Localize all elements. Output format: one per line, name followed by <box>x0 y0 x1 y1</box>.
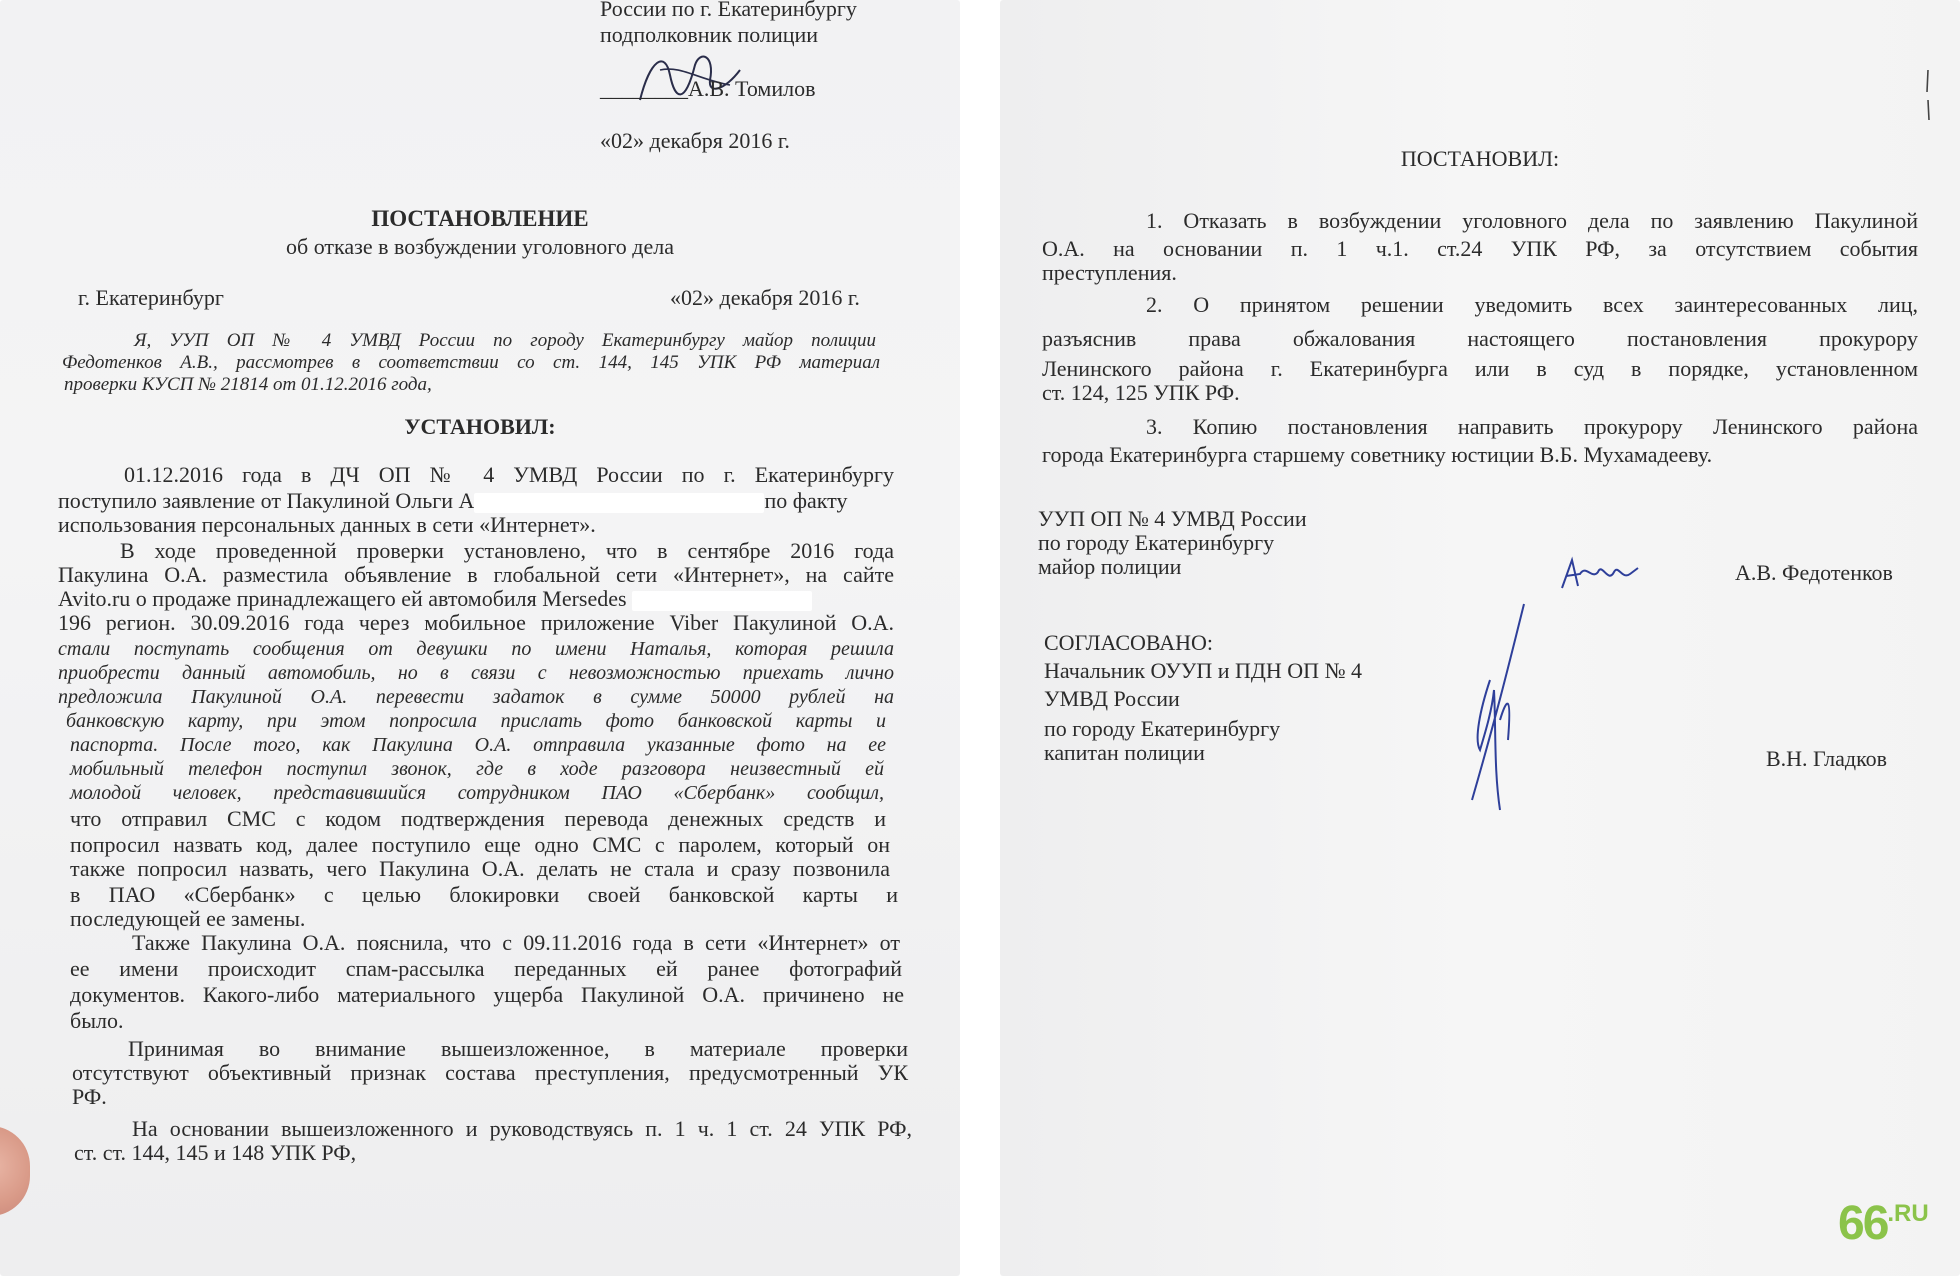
p5-line-1: На основании вышеизложенного и руководствуясь п. 1 ч. 1 ст. 24 УПК РФ, <box>132 1116 912 1141</box>
p2-line-16: последующей ее замены. <box>70 906 306 931</box>
agreed-line-4: капитан полиции <box>1044 740 1205 765</box>
p2-line-11: молодой человек, представившийся сотрудником ПАО «Сбербанк» сообщил, <box>70 782 884 804</box>
document-subtitle: об отказе в возбуждении уголовного дела <box>286 234 674 259</box>
agreed-line-2: УМВД России <box>1044 686 1180 711</box>
header-sign-name: ________А.В. Томилов <box>600 76 816 101</box>
watermark-suffix: .RU <box>1887 1200 1929 1227</box>
p2-line-6: приобрести данный автомобиль, но в связи с невозможностью приехать лично <box>58 662 894 684</box>
p2-line-1: В ходе проведенной проверки установлено, что в сентябре 2016 года <box>120 538 894 563</box>
site-watermark-logo <box>1838 1196 1929 1251</box>
p1-line-2-start: поступило заявление от Пакулиной Ольги А <box>58 488 475 513</box>
agreed-line-1: Начальник ОУУП и ПДН ОП № 4 <box>1044 658 1363 683</box>
p3-line-1: Также Пакулина О.А. пояснила, что с 09.11.2016 года в сети «Интернет» от <box>132 930 900 955</box>
signer-line-1: УУП ОП № 4 УМВД России <box>1038 506 1307 531</box>
p2-line-12: что отправил СМС с кодом подтверждения перевода денежных средств и <box>70 806 886 831</box>
signer-line-2: по городу Екатеринбургу <box>1038 530 1275 555</box>
redacted-block-2 <box>632 591 812 611</box>
fingertip <box>0 1126 30 1216</box>
p2-line-15: в ПАО «Сбербанк» с целью блокировки своей банковской карты и <box>70 882 898 907</box>
place-date: «02» декабря 2016 г. <box>670 285 860 310</box>
p2-line-3-text: Avito.ru о продаже принадлежащего ей автомобиля Mersedes <box>58 586 627 611</box>
p4-line-2: отсутствуют объективный признак состава преступления, предусмотренный УК <box>72 1060 908 1085</box>
intro-line-1: Я, УУП ОП № 4 УМВД России по городу Екатеринбургу майор полиции <box>134 330 876 351</box>
p2-line-10: мобильный телефон поступил звонок, где в ходе разговора неизвестный ей <box>70 758 884 780</box>
p4-line-1: Принимая во внимание вышеизложенное, в материале проверки <box>128 1036 908 1061</box>
p1-line-2-end: по факту <box>764 488 848 513</box>
p2-line-2: Пакулина О.А. разместила объявление в глобальной сети «Интернет», на сайте <box>58 562 894 587</box>
resolution-line-4: 2. О принятом решении уведомить всех заинтересованных лиц, <box>1146 292 1918 317</box>
resolved-heading: ПОСТАНОВИЛ: <box>1400 146 1560 171</box>
document-title: ПОСТАНОВЛЕНИЕ <box>371 206 589 231</box>
resolution-line-1: 1. Отказать в возбуждении уголовного дела по заявлению Пакулиной <box>1146 208 1918 233</box>
resolution-line-3: преступления. <box>1042 260 1177 285</box>
p3-line-4: было. <box>70 1008 124 1033</box>
resolution-line-8: 3. Копию постановления направить прокурору Ленинского района <box>1146 414 1918 439</box>
gladkov-signature <box>1460 600 1540 820</box>
intro-line-2: Федотенков А.В., рассмотрев в соответствии со ст. 144, 145 УПК РФ материал <box>62 352 880 373</box>
signer-line-3: майор полиции <box>1038 554 1182 579</box>
p2-line-5: стали поступать сообщения от девушки по имени Наталья, которая решила <box>58 638 894 660</box>
resolution-line-9: города Екатеринбурга старшему советнику юстиции В.Б. Мухамадееву. <box>1042 442 1713 467</box>
p5-line-2: ст. ст. 144, 145 и 148 УПК РФ, <box>74 1140 357 1165</box>
signer-name: А.В. Федотенков <box>1735 560 1893 585</box>
intro-line-3: проверки КУСП № 21814 от 01.12.2016 года, <box>64 374 432 395</box>
p4-line-3: РФ. <box>72 1084 107 1109</box>
resolution-line-2: О.А. на основании п. 1 ч.1. ст.24 УПК РФ, за отсутствием события <box>1042 236 1918 261</box>
fedotenkov-signature <box>1556 550 1646 600</box>
p3-line-3: документов. Какого-либо материального ущерба Пакулиной О.А. причинено не <box>70 982 904 1007</box>
p1-line-2 <box>58 488 847 514</box>
watermark-number: 66 <box>1838 1197 1888 1250</box>
p2-line-9: паспорта. После того, как Пакулина О.А. отправила указанные фото на ее <box>70 734 886 756</box>
resolution-line-7: ст. 124, 125 УПК РФ. <box>1042 380 1240 405</box>
p2-line-3 <box>58 586 812 612</box>
p1-line-1: 01.12.2016 года в ДЧ ОП № 4 УМВД России по г. Екатеринбургу <box>124 462 894 487</box>
header-date: «02» декабря 2016 г. <box>600 128 790 153</box>
agreed-line-3: по городу Екатеринбургу <box>1044 716 1281 741</box>
header-line-1: России по г. Екатеринбургу <box>600 0 857 21</box>
p1-line-3: использования персональных данных в сети «Интернет». <box>58 512 596 537</box>
p2-line-14: также попросил назвать, чего Пакулина О.А. делать не стала и сразу позвонила <box>70 856 890 881</box>
p2-line-7: предложила Пакулиной О.А. перевести задаток в сумме 50000 рублей на <box>58 686 894 708</box>
right-document-page <box>1000 0 1960 1276</box>
pen-mark <box>1925 70 1931 120</box>
agreed-heading: СОГЛАСОВАНО: <box>1044 630 1213 655</box>
p2-line-8: банковскую карту, при этом попросила прислать фото банковской карты и <box>66 710 886 732</box>
established-heading: УСТАНОВИЛ: <box>404 414 556 439</box>
redacted-block <box>474 493 764 513</box>
left-document-page <box>0 0 960 1276</box>
agreed-name: В.Н. Гладков <box>1766 746 1888 771</box>
header-line-2: подполковник полиции <box>600 22 819 47</box>
resolution-line-5: разъяснив права обжалования настоящего постановления прокурору <box>1042 326 1918 351</box>
place-city: г. Екатеринбург <box>78 285 224 310</box>
p3-line-2: ее имени происходит спам-рассылка переданных ей ранее фотографий <box>70 956 902 981</box>
p2-line-4: 196 регион. 30.09.2016 года через мобильное приложение Viber Пакулиной О.А. <box>58 610 894 635</box>
p2-line-13: попросил назвать код, далее поступило еще одно СМС с паролем, который он <box>70 832 890 857</box>
resolution-line-6: Ленинского района г. Екатеринбурга или в суд в порядке, установленном <box>1042 356 1918 381</box>
